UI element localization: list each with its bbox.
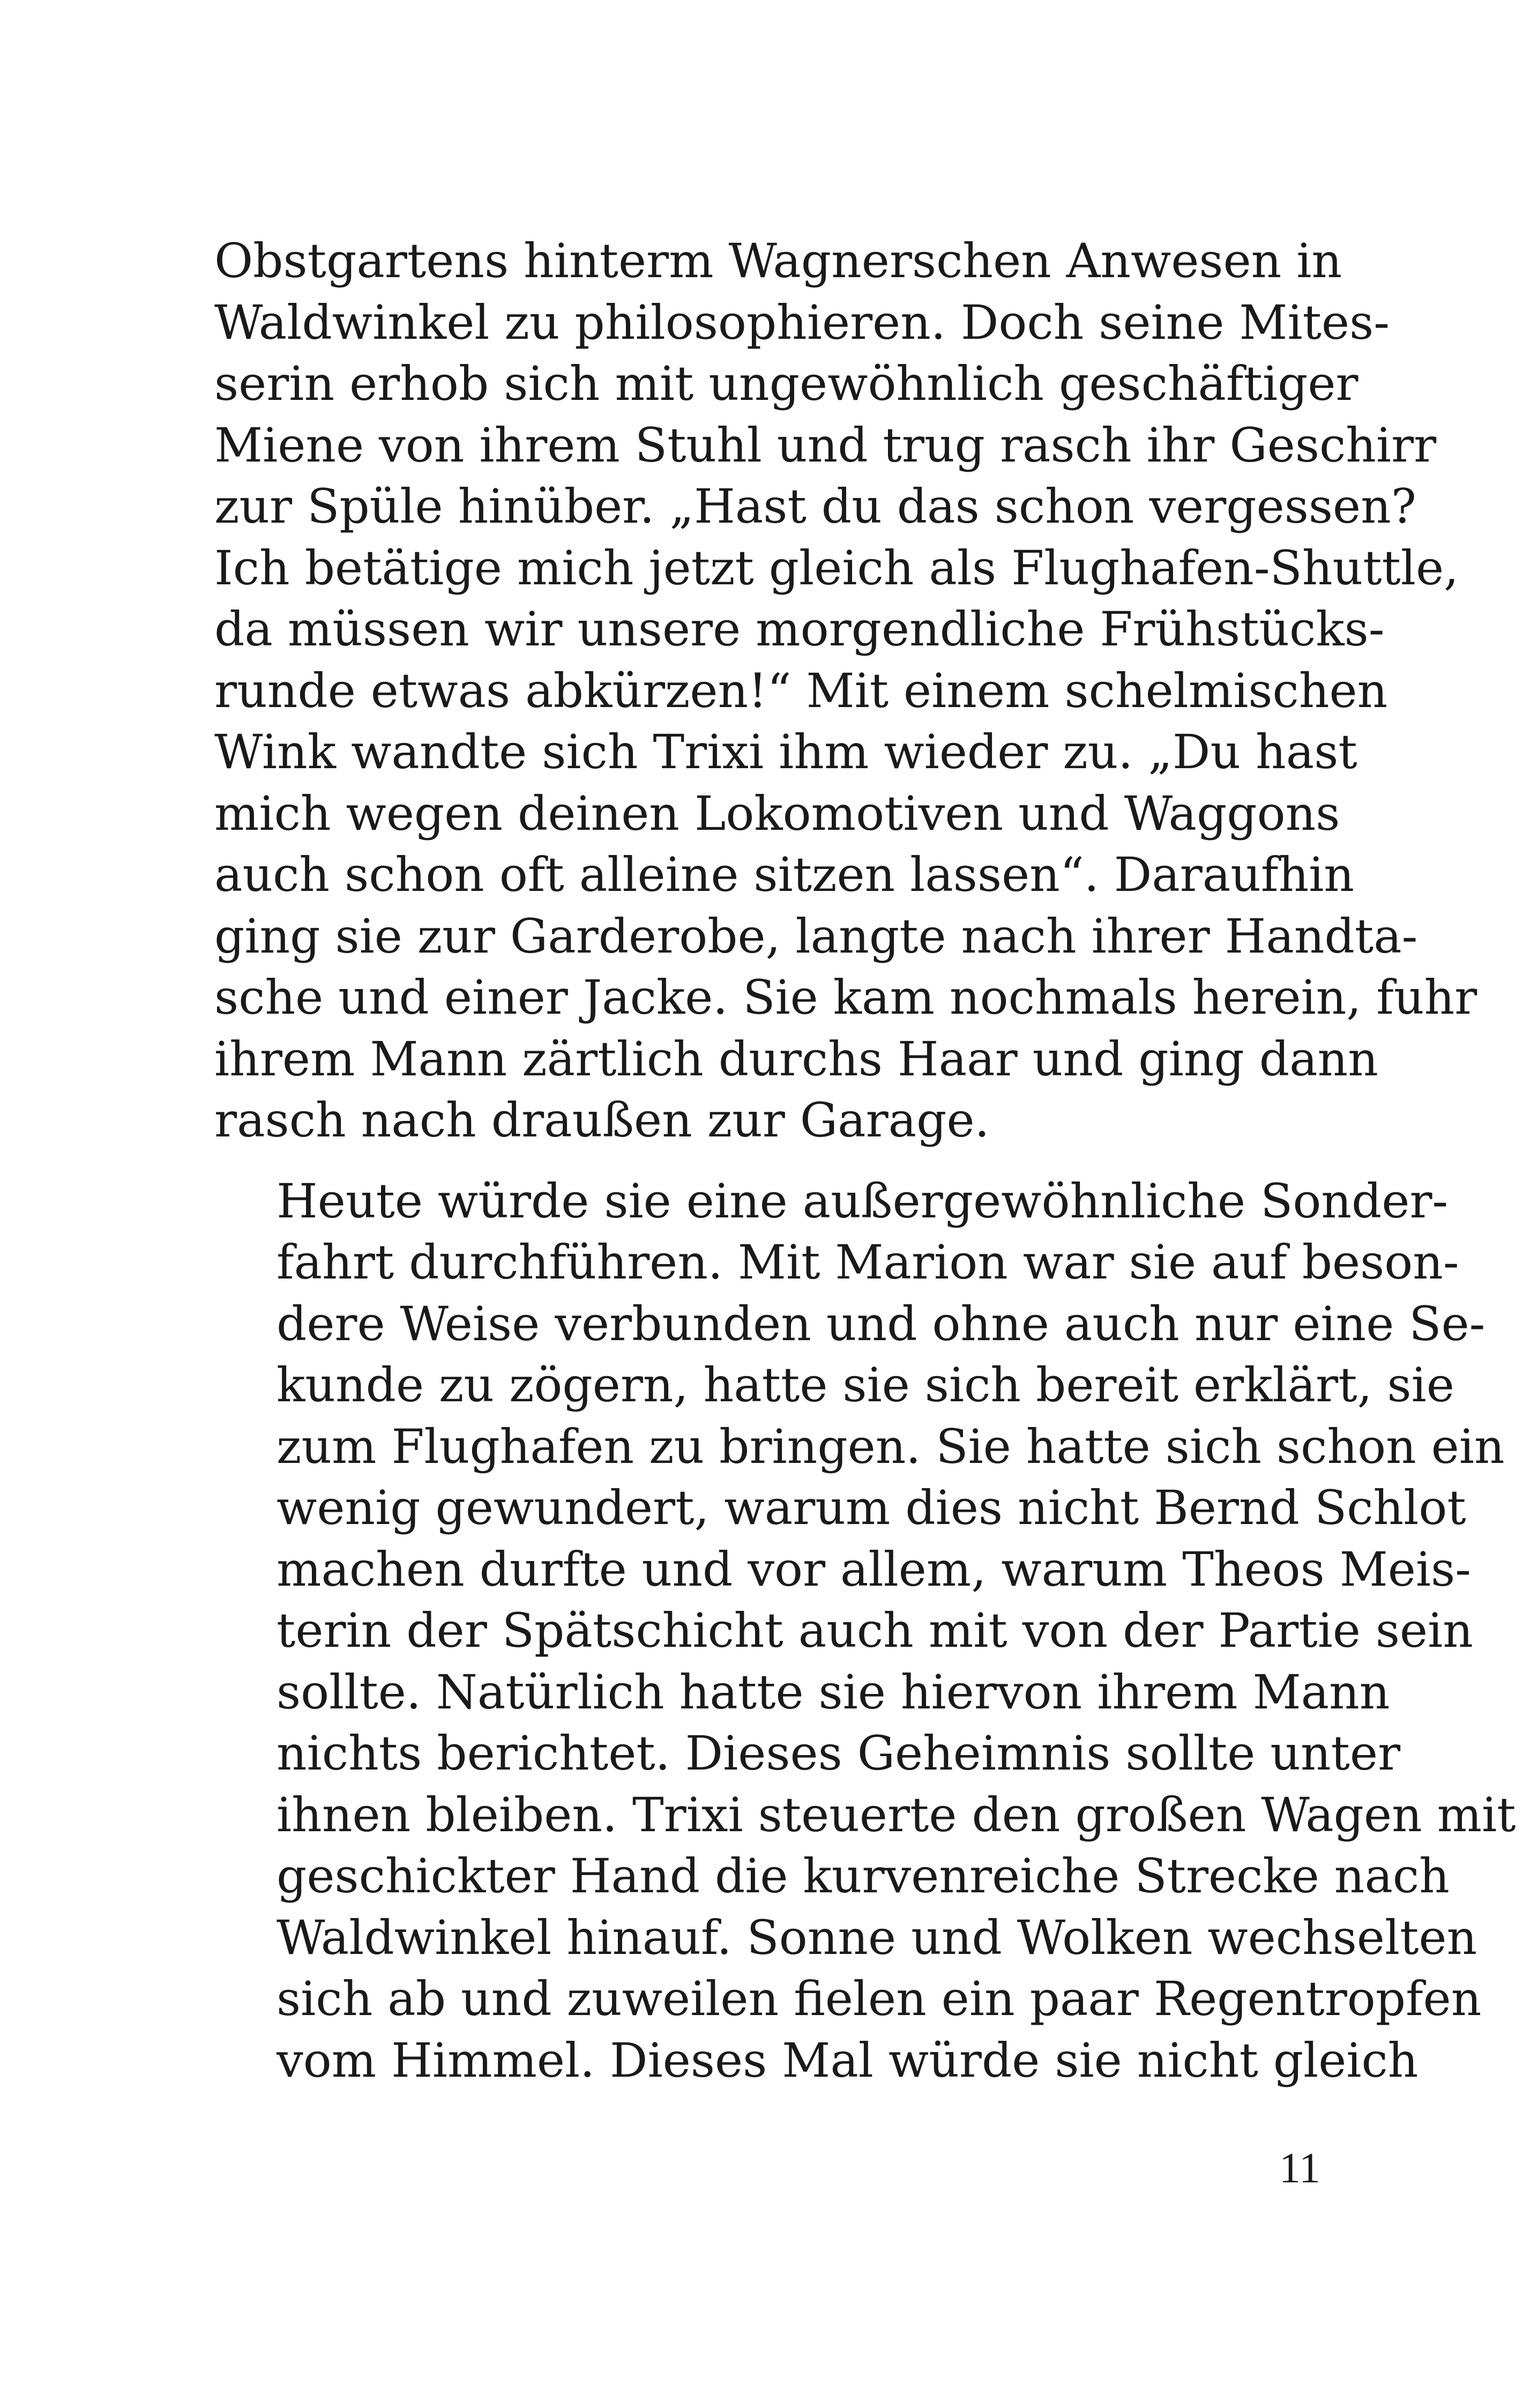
- text-line: wenig gewundert, warum dies nicht Bernd Schlot: [277, 1480, 1466, 1535]
- text-line: nichts berichtet. Dieses Geheimnis sollte unter: [277, 1726, 1401, 1781]
- text-line: sche und einer Jacke. Sie kam nochmals herein, fuhr: [214, 970, 1477, 1025]
- text-line: Waldwinkel zu philosophieren. Doch seine Mites-: [214, 294, 1390, 350]
- text-line: runde etwas abkürzen!“ Mit einem schelmischen: [214, 663, 1388, 718]
- text-line: fahrt durchführen. Mit Marion war sie auf beson-: [277, 1235, 1459, 1290]
- text-line: zur Spüle hinüber. „Hast du das schon vergessen?: [214, 479, 1416, 534]
- text-line: da müssen wir unsere morgendliche Frühstücks-: [214, 601, 1385, 657]
- text-line: sich ab und zuweilen fielen ein paar Regentropfen: [277, 1971, 1482, 2026]
- text-line: dere Weise verbunden und ohne auch nur eine Se-: [277, 1296, 1485, 1351]
- text-line: ihnen bleiben. Trixi steuerte den großen Wagen mit: [277, 1787, 1516, 1842]
- text-line: Obstgartens hinterm Wagnerschen Anwesen in: [214, 233, 1342, 288]
- text-line: terin der Spätschicht auch mit von der Partie sein: [277, 1603, 1473, 1658]
- text-line: zum Flughafen zu bringen. Sie hatte sich schon ein: [277, 1418, 1505, 1474]
- text-line: sollte. Natürlich hatte sie hiervon ihrem Mann: [277, 1664, 1390, 1720]
- paragraph-1: [214, 231, 1477, 1151]
- text-line: ihrem Mann zärtlich durchs Haar und ging dann: [214, 1031, 1378, 1087]
- text-line: vom Himmel. Dieses Mal würde sie nicht gleich: [277, 2032, 1419, 2088]
- text-line: Wink wandte sich Trixi ihm wieder zu. „Du hast: [214, 724, 1357, 779]
- text-line: geschickter Hand die kurvenreiche Strecke nach: [277, 1848, 1450, 1904]
- text-line: Miene von ihrem Stuhl und trug rasch ihr Geschirr: [214, 417, 1437, 473]
- page-number: 11: [1279, 2145, 1320, 2192]
- text-line: serin erhob sich mit ungewöhnlich geschäftiger: [214, 356, 1358, 411]
- text-line: mich wegen deinen Lokomotiven und Waggons: [214, 785, 1340, 841]
- paragraph-2: [214, 1171, 1516, 2092]
- text-line: Ich betätige mich jetzt gleich als Flughafen-Shuttle,: [214, 540, 1459, 596]
- text-line: Heute würde sie eine außergewöhnliche Sonder-: [277, 1173, 1449, 1229]
- text-line: ging sie zur Garderobe, langte nach ihrer Handta-: [214, 908, 1418, 964]
- body-text: [214, 231, 1516, 2091]
- text-line: rasch nach draußen zur Garage.: [214, 1092, 990, 1148]
- text-line: machen durfte und vor allem, warum Theos Meis-: [277, 1541, 1472, 1597]
- text-line: Waldwinkel hinauf. Sonne und Wolken wechselten: [277, 1909, 1477, 1965]
- text-line: auch schon oft alleine sitzen lassen“. Daraufhin: [214, 847, 1355, 902]
- text-line: kunde zu zögern, hatte sie sich bereit erklärt, sie: [277, 1357, 1454, 1413]
